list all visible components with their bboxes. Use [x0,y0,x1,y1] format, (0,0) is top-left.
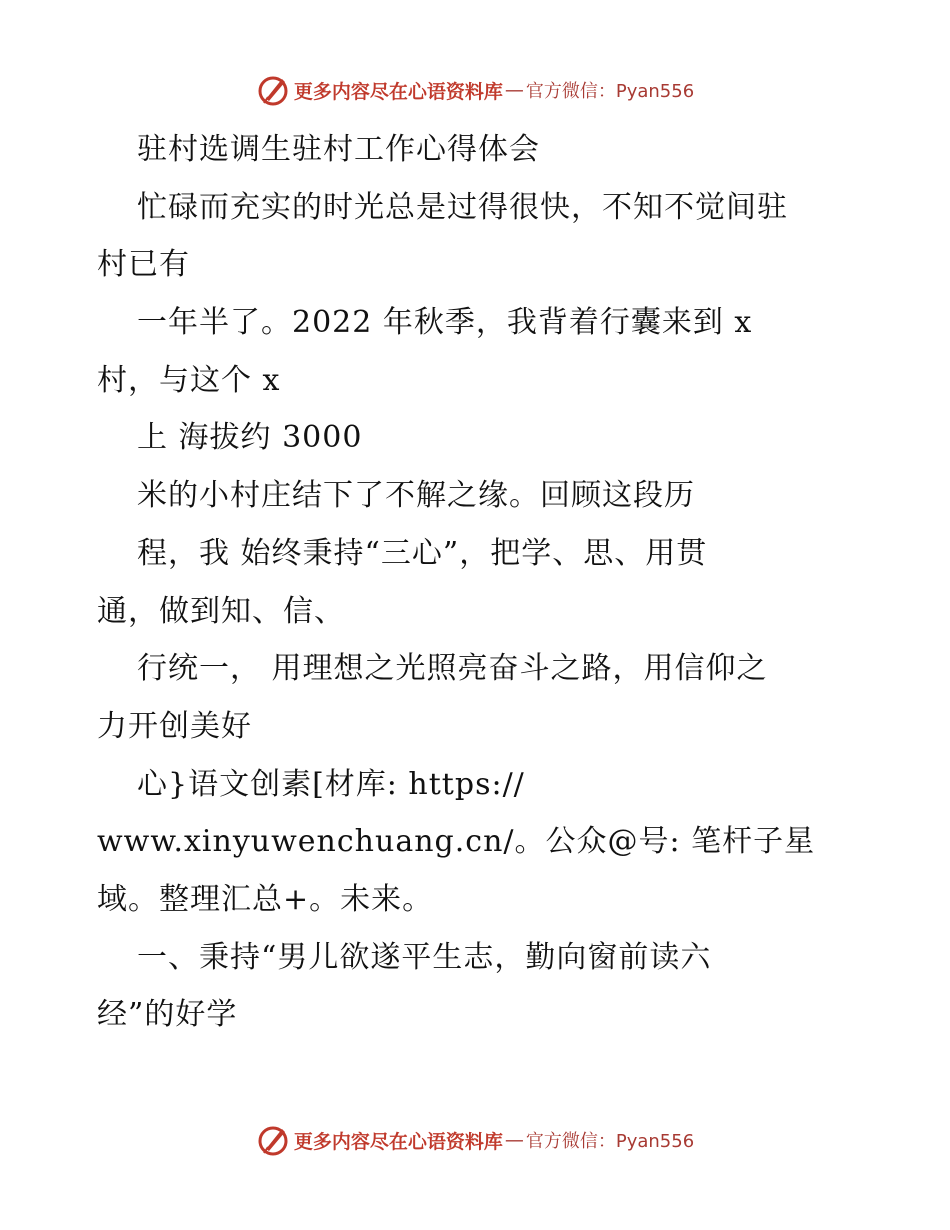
document-title: 驻村选调生驻村工作心得体会 [137,132,540,167]
paragraph-line: 程，我 始终秉持“三心”，把学、思、用贯 [137,535,708,571]
paragraph-line: 域。整理汇总+。未来。 [97,881,434,917]
paragraph-line: 一年半了。2022 年秋季，我背着行囊来到 x [137,305,753,341]
paragraph-line: 村已有 [97,247,190,283]
header-wechat-text: 官方微信：Pyan556 [525,81,695,102]
paragraph-line: 上 海拔约 3000 [137,420,363,456]
header-separator: — [504,79,524,101]
paragraph-line: 忙碌而充实的时光总是过得很快，不知不觉间驻 [137,189,788,225]
quill-circle-logo-icon [256,1123,290,1157]
paragraph-line: 心}语文创素[材库: https:// [137,766,525,802]
paragraph-line: 米的小村庄结下了不解之缘。回顾这段历 [137,478,695,514]
footer-banner [0,1120,950,1160]
paragraph-line: www.xinyuwenchuang.cn/。公众@号: 笔杆子星 [97,824,816,860]
document-body [97,121,917,1044]
footer-separator: — [504,1129,524,1151]
paragraph-line: 通，做到知、信、 [97,593,345,629]
paragraph-line: 力开创美好 [97,708,252,744]
quill-circle-logo-icon [256,73,290,107]
header-banner [0,70,950,110]
paragraph-line: 经”的好学 [97,997,238,1033]
footer-brand-text: 更多内容尽在心语资料库 [293,1130,503,1153]
footer-wechat-text: 官方微信：Pyan556 [525,1131,695,1152]
paragraph-line: 行统一， 用理想之光照亮奋斗之路，用信仰之 [137,651,768,687]
section-heading: 一、秉持“男儿欲遂平生志，勤向窗前读六 [137,939,712,975]
header-brand-text: 更多内容尽在心语资料库 [293,80,503,103]
paragraph-line: 村，与这个 x [97,362,281,398]
